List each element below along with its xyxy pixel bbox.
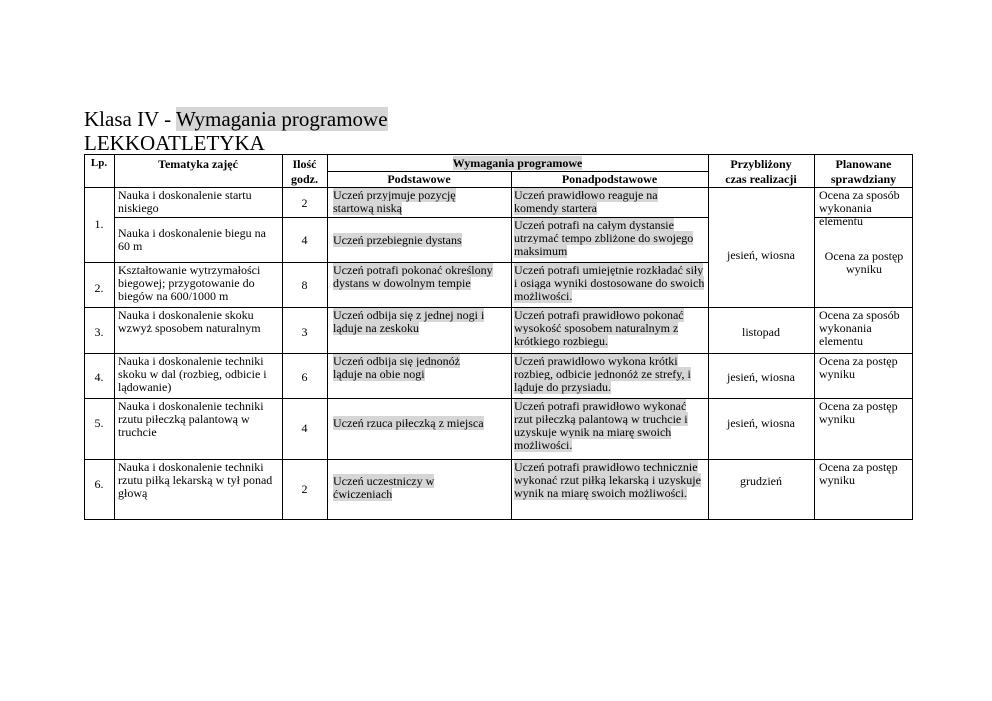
row-number: 1. bbox=[94, 217, 104, 231]
hours-cell: 3 bbox=[301, 325, 308, 339]
section-title: LEKKOATLETYKA bbox=[84, 131, 265, 155]
above-basic-requirement-cell: Uczeń potrafi prawidłowo wykonać rzut piłeczką palantową w truchcie i uzyskuje wynik na miarę swoich możliwości. bbox=[514, 399, 688, 452]
header-basic: Podstawowe bbox=[387, 172, 451, 186]
page-title: Klasa IV - Wymagania programowe bbox=[84, 107, 388, 131]
basic-requirement-cell: Uczeń uczestniczy w ćwiczeniach bbox=[333, 474, 435, 501]
topic-cell: Kształtowanie wytrzymałości biegowej; przygotowanie do biegów na 600/1000 m bbox=[118, 263, 261, 303]
basic-requirement-cell: Uczeń odbija się jednonóż ląduje na obie nogi bbox=[333, 354, 460, 381]
time-cell: jesień, wiosna bbox=[727, 416, 795, 430]
header-tests-1: Planowane bbox=[835, 157, 892, 171]
topic-cell: Nauka i doskonalenie biegu na 60 m bbox=[118, 226, 266, 253]
basic-requirement-cell: Uczeń rzuca piłeczką z miejsca bbox=[333, 416, 484, 430]
test-cell: Ocena za postęp wyniku bbox=[819, 354, 898, 381]
basic-requirement-cell: Uczeń przyjmuje pozycję startową niską bbox=[333, 188, 456, 215]
test-cell: Ocena za postęp wyniku bbox=[819, 399, 898, 426]
hours-cell: 2 bbox=[301, 196, 308, 210]
header-above-basic: Ponadpodstawowe bbox=[561, 172, 658, 186]
basic-requirement-cell: Uczeń przebiegnie dystans bbox=[333, 233, 462, 247]
hours-cell: 2 bbox=[301, 482, 308, 496]
topic-cell: Nauka i doskonalenie techniki skoku w dal (rozbieg, odbicie i lądowanie) bbox=[118, 354, 267, 394]
header-tests-2: sprawdziany bbox=[830, 172, 897, 186]
row-number: 4. bbox=[94, 370, 104, 384]
header-requirements: Wymagania programowe bbox=[452, 156, 583, 170]
header-hours-2: godz. bbox=[291, 172, 318, 186]
row-number: 6. bbox=[94, 477, 104, 491]
hours-cell: 4 bbox=[301, 421, 308, 435]
basic-requirement-cell: Uczeń potrafi pokonać określony dystans w dowolnym tempie bbox=[333, 263, 493, 290]
above-basic-requirement-cell: Uczeń potrafi prawidłowo pokonać wysokość sposobem naturalnym z krótkiego rozbiegu. bbox=[514, 308, 684, 348]
above-basic-requirement-cell: Uczeń prawidłowo reaguje na komendy startera bbox=[514, 188, 658, 215]
header-lp: Lp. bbox=[90, 157, 108, 169]
topic-cell: Nauka i doskonalenie skoku wzwyż sposobem naturalnym bbox=[118, 308, 261, 335]
title-highlight: Wymagania programowe bbox=[175, 107, 388, 131]
row-number: 5. bbox=[94, 416, 104, 430]
header-hours-1: Ilość bbox=[292, 157, 317, 171]
test-cell: Ocena za sposób wykonania elementu bbox=[819, 308, 900, 348]
time-cell: grudzień bbox=[740, 474, 782, 488]
topic-cell: Nauka i doskonalenie techniki rzutu piłką lekarską w tył ponad głową bbox=[118, 460, 273, 500]
above-basic-requirement-cell: Uczeń potrafi na całym dystansie utrzymać tempo zbliżone do swojego maksimum bbox=[514, 218, 694, 258]
test-cell: Ocena za postęp wyniku bbox=[819, 460, 898, 487]
above-basic-requirement-cell: Uczeń prawidłowo wykona krótki rozbieg, odbicie jednonóż ze strefy, i ląduje do przysiadu. bbox=[514, 354, 691, 394]
above-basic-requirement-cell: Uczeń potrafi prawidłowo technicznie wykonać rzut piłką lekarską i uzyskuje wynik na miarę swoich możliwości. bbox=[514, 460, 701, 500]
header-time-2: czas realizacji bbox=[725, 172, 797, 186]
header-topic: Tematyka zajęć bbox=[158, 157, 238, 171]
topic-cell: Nauka i doskonalenie techniki rzutu piłeczką palantową w truchcie bbox=[118, 399, 264, 439]
basic-requirement-cell: Uczeń odbija się z jednej nogi i ląduje na zeskoku bbox=[333, 308, 485, 335]
hours-cell: 6 bbox=[301, 370, 308, 384]
test-cell: Ocena za sposób wykonania elementu bbox=[819, 188, 900, 228]
hours-cell: 4 bbox=[301, 233, 308, 247]
above-basic-requirement-cell: Uczeń potrafi umiejętnie rozkładać siły i osiąga wyniki dostosowane do swoich możliwości. bbox=[514, 263, 705, 303]
time-cell: jesień, wiosna bbox=[727, 370, 795, 384]
time-cell: listopad bbox=[742, 325, 780, 339]
test-cell-merged: Ocena za postęp wyniku bbox=[824, 249, 904, 276]
topic-cell: Nauka i doskonalenie startu niskiego bbox=[118, 188, 252, 215]
header-time-1: Przybliżony bbox=[730, 157, 792, 171]
time-cell-merged: jesień, wiosna bbox=[727, 248, 795, 262]
row-number: 2. bbox=[94, 281, 104, 295]
requirements-table bbox=[84, 154, 913, 520]
hours-cell: 8 bbox=[301, 278, 308, 292]
row-number: 3. bbox=[94, 325, 104, 339]
